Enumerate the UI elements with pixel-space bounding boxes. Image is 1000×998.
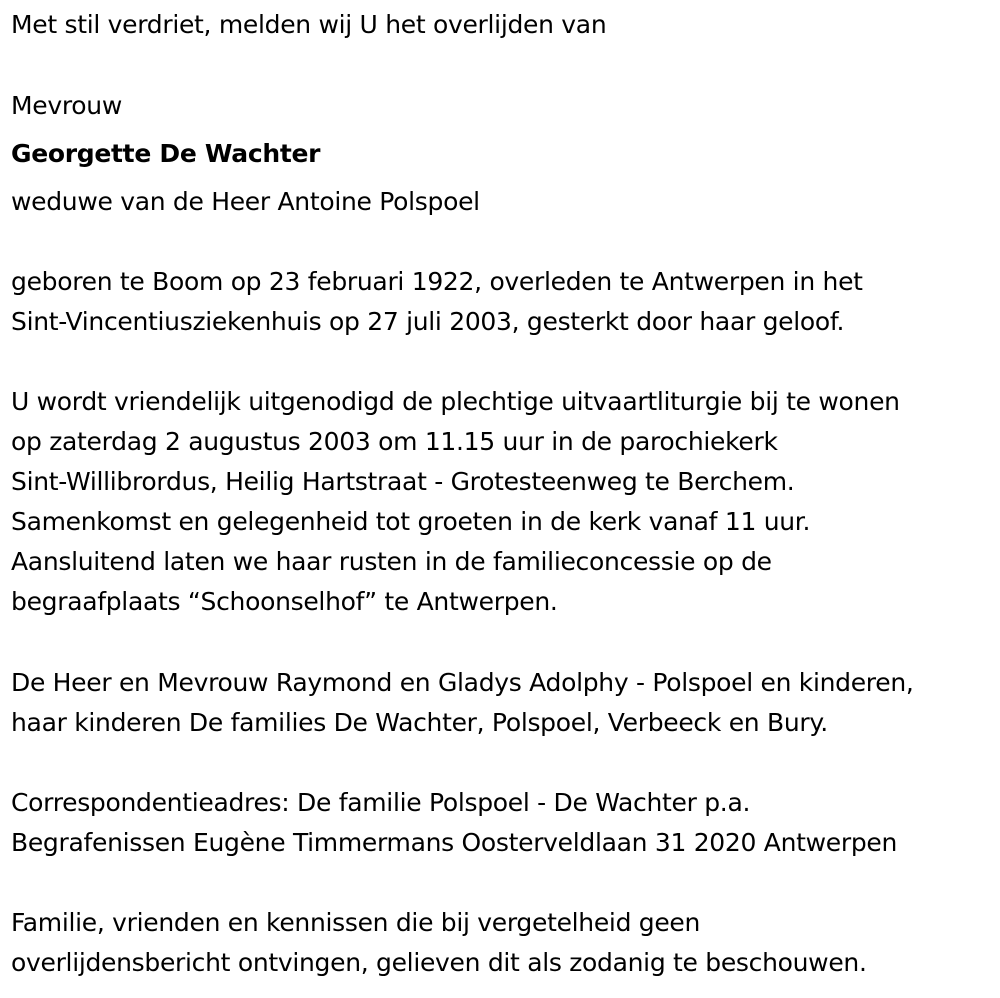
funeral-line-4: Samenkomst en gelegenheid tot groeten in de kerk vanaf 11 uur.: [11, 507, 811, 536]
correspondence-line-1: Correspondentieadres: De familie Polspoel - De Wachter p.a.: [11, 788, 751, 817]
closing-line-2: overlijdensbericht ontvingen, gelieven dit als zodanig te beschouwen.: [11, 948, 867, 977]
intro-line: Met stil verdriet, melden wij U het overlijden van: [11, 10, 607, 39]
birth-death-line-1: geboren te Boom op 23 februari 1922, overleden te Antwerpen in het: [11, 267, 863, 296]
salutation: Mevrouw: [11, 91, 122, 120]
widow-of-line: weduwe van de Heer Antoine Polspoel: [11, 187, 480, 216]
funeral-line-6: begraafplaats “Schoonselhof” te Antwerpen.: [11, 587, 558, 616]
closing-line-1: Familie, vrienden en kennissen die bij vergetelheid geen: [11, 908, 701, 937]
family-line-2: haar kinderen De families De Wachter, Polspoel, Verbeeck en Bury.: [11, 708, 828, 737]
funeral-line-3: Sint-Willibrordus, Heilig Hartstraat - Grotesteenweg te Berchem.: [11, 467, 795, 496]
family-line-1: De Heer en Mevrouw Raymond en Gladys Adolphy - Polspoel en kinderen,: [11, 668, 914, 697]
funeral-line-5: Aansluitend laten we haar rusten in de familieconcessie op de: [11, 547, 772, 576]
birth-death-line-2: Sint-Vincentiusziekenhuis op 27 juli 2003, gesterkt door haar geloof.: [11, 307, 845, 336]
funeral-line-1: U wordt vriendelijk uitgenodigd de plechtige uitvaartliturgie bij te wonen: [11, 387, 900, 416]
funeral-line-2: op zaterdag 2 augustus 2003 om 11.15 uur in de parochiekerk: [11, 427, 778, 456]
deceased-name: Georgette De Wachter: [11, 139, 321, 168]
correspondence-line-2: Begrafenissen Eugène Timmermans Oosterveldlaan 31 2020 Antwerpen: [11, 828, 898, 857]
